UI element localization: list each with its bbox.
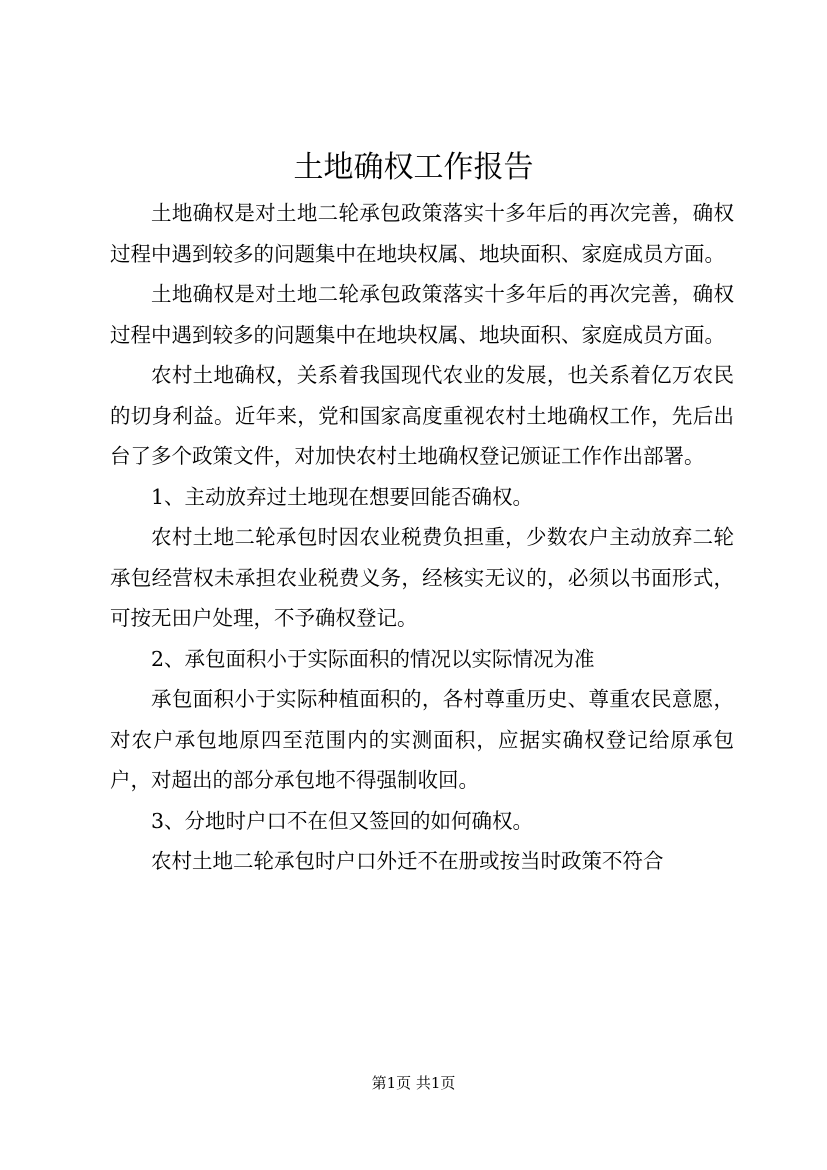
paragraph-4: 农村土地二轮承包时因农业税费负担重，少数农户主动放弃二轮承包经营权未承担农业税费义务，经核实无议的，必须以书面形式，可按无田户处理，不予确权登记。	[110, 525, 734, 630]
paragraph-5: 承包面积小于实际种植面积的，各村尊重历史、尊重农民意愿，对农户承包地原四至范围内的实测面积，应据实确权登记给原承包户，对超出的部分承包地不得强制收回。	[110, 687, 734, 792]
section-heading-3: 3、分地时户口不在但又签回的如何确权。	[151, 808, 534, 833]
paragraph-6: 农村土地二轮承包时户口外迁不在册或按当时政策不符合	[151, 849, 664, 873]
paragraph-2: 土地确权是对土地二轮承包政策落实十多年后的再次完善，确权过程中遇到较多的问题集中在地块权属、地块面积、家庭成员方面。	[110, 282, 734, 347]
document-body	[110, 193, 734, 882]
document-title: 土地确权工作报告	[293, 150, 534, 185]
paragraph-1: 土地确权是对土地二轮承包政策落实十多年后的再次完善，确权过程中遇到较多的问题集中在地块权属、地块面积、家庭成员方面。	[110, 201, 734, 266]
section-heading-2: 2、承包面积小于实际面积的情况以实际情况为准	[151, 646, 595, 671]
page-footer: 第1页 共1页	[371, 1074, 456, 1092]
paragraph-3: 农村土地确权，关系着我国现代农业的发展，也关系着亿万农民的切身利益。近年来，党和国家高度重视农村土地确权工作，先后出台了多个政策文件，对加快农村土地确权登记颁证工作作出部署。	[110, 363, 734, 468]
section-heading-1: 1、主动放弃过土地现在想要回能否确权。	[151, 484, 534, 509]
